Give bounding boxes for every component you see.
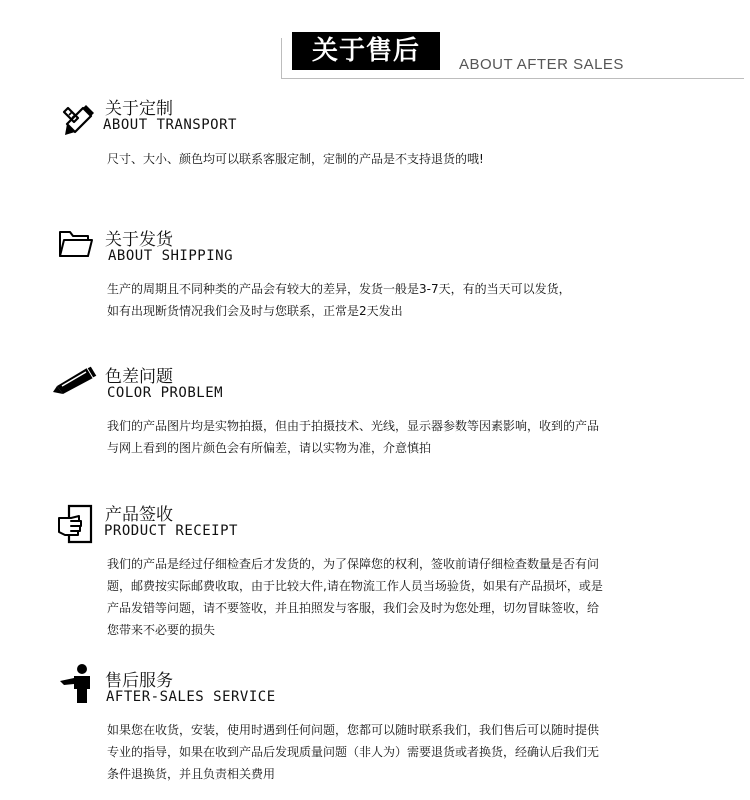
section-body (107, 415, 707, 459)
body-line: 尺寸、大小、颜色均可以联系客服定制，定制的产品是不支持退货的哦! (107, 152, 484, 166)
section-body (107, 148, 707, 170)
pencil-ruler-icon (61, 102, 97, 136)
section-body (107, 553, 707, 641)
body-line: 如有出现断货情况我们会及时与您联系，正常是2天发出 (107, 304, 403, 318)
body-line: 我们的产品是经过仔细检查后才发货的，为了保障您的权利，签收前请仔细检查数量是否有问 (107, 557, 600, 571)
section-title-en: ABOUT TRANSPORT (103, 117, 237, 133)
body-line: 与网上看到的图片颜色会有所偏差，请以实物为准，介意慎拍 (107, 441, 432, 455)
section-title-en: ABOUT SHIPPING (108, 248, 234, 264)
page-subtitle: ABOUT AFTER SALES (459, 56, 624, 73)
section-title-cn: 色差问题 (105, 367, 173, 387)
page-header (0, 0, 750, 80)
section-title-cn: 产品签收 (105, 505, 173, 525)
header-divider-vertical (281, 38, 282, 78)
body-line: 条件退换货，并且负责相关费用 (107, 767, 276, 781)
hand-document-icon (57, 504, 95, 544)
section-title-cn: 关于定制 (105, 99, 173, 119)
section-title-cn: 售后服务 (105, 671, 173, 691)
body-line: 产品发错等问题，请不要签收，并且拍照发与客服，我们会及时为您处理，切勿冒昧签收，给 (107, 601, 600, 615)
section-body (107, 719, 707, 785)
body-line: 如果您在收货，安装，使用时遇到任何问题，您都可以随时联系我们，我们售后可以随时提供 (107, 723, 600, 737)
body-line: 生产的周期且不同种类的产品会有较大的差异，发货一般是3-7天，有的当天可以发货， (107, 282, 571, 296)
paint-tube-icon (51, 364, 97, 394)
section-title-en: PRODUCT RECEIPT (104, 523, 238, 539)
body-line: 我们的产品图片均是实物拍摄，但由于拍摄技术、光线，显示器参数等因素影响，收到的产品 (107, 419, 600, 433)
body-line: 专业的指导，如果在收到产品后发现质量问题（非人为）需要退货或者换货，经确认后我们无 (107, 745, 600, 759)
page-title: 关于售后 (292, 32, 440, 70)
section-title-en: AFTER-SALES SERVICE (106, 689, 276, 705)
section-title-cn: 关于发货 (105, 230, 173, 250)
folder-icon (58, 228, 94, 262)
body-line: 您带来不必要的损失 (107, 623, 216, 637)
section-title-en: COLOR PROBLEM (107, 385, 224, 401)
header-divider-horizontal (281, 78, 744, 79)
service-person-icon (60, 663, 96, 703)
section-body (107, 278, 707, 322)
body-line: 题，邮费按实际邮费收取，由于比较大件,请在物流工作人员当场验货，如果有产品损坏，或是 (107, 579, 603, 593)
